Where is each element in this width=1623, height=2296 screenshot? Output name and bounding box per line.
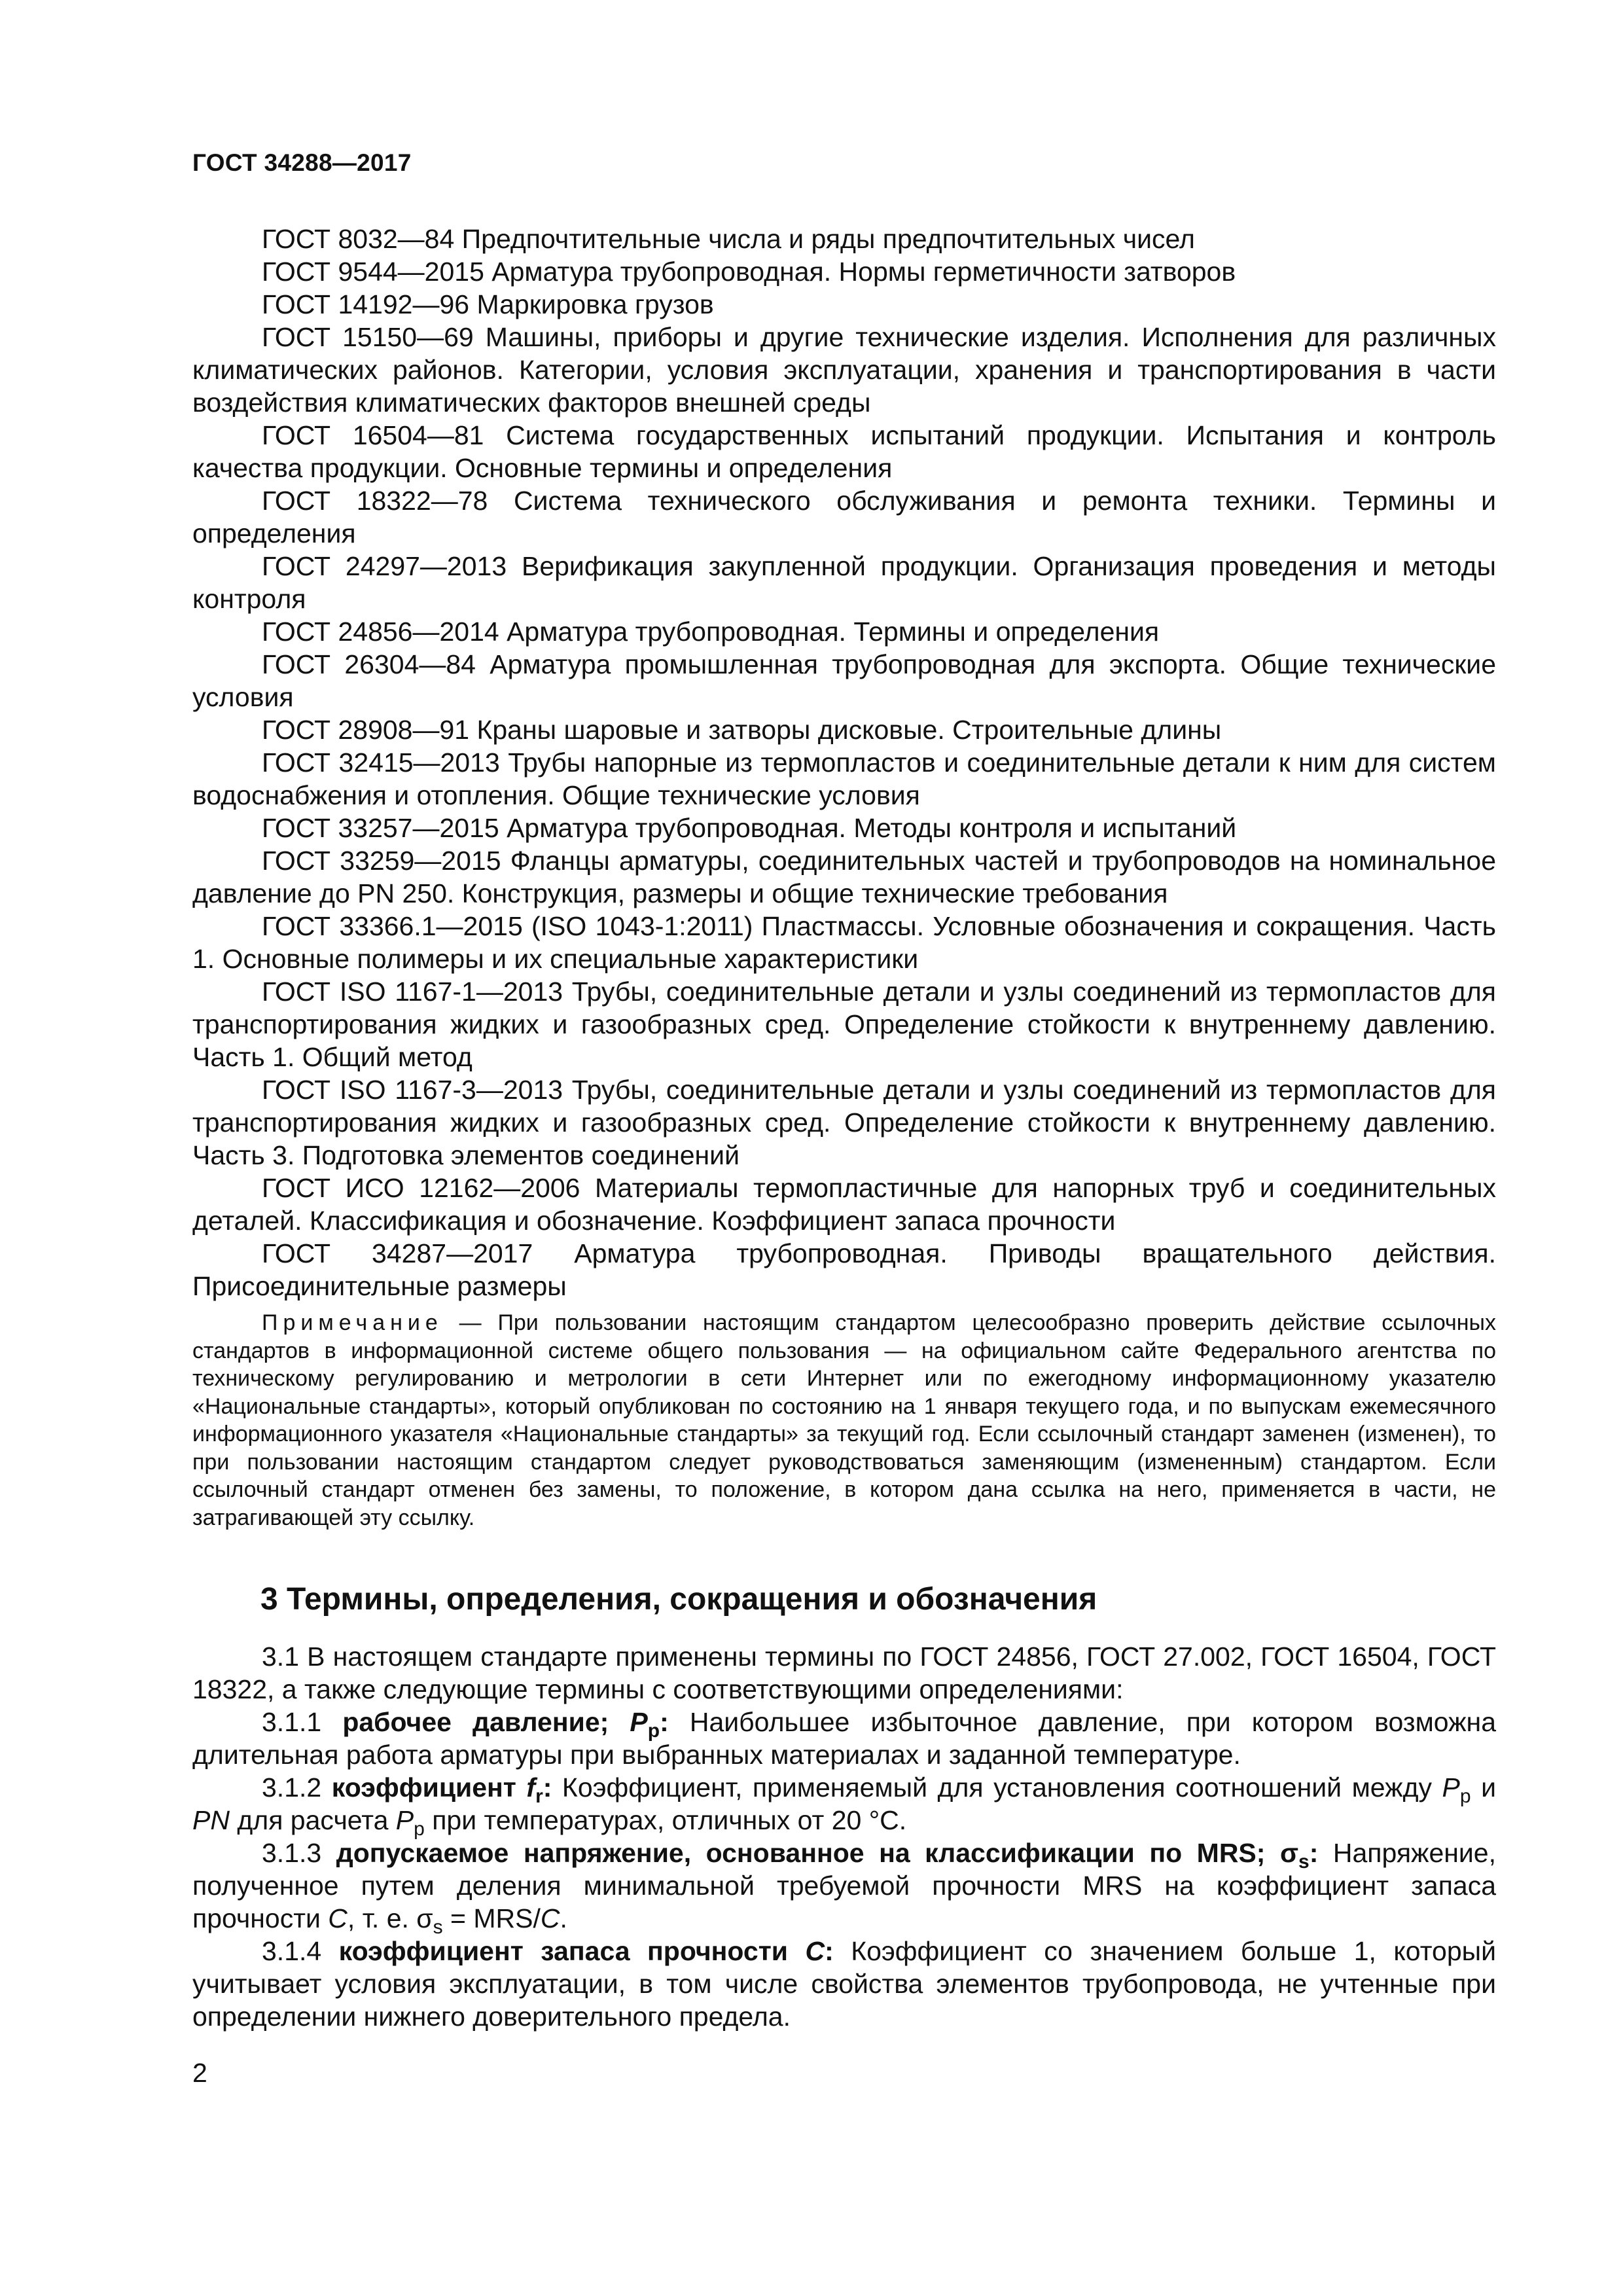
reference-item: ГОСТ 26304—84 Арматура промышленная трубопроводная для экспорта. Общие технические условия <box>192 649 1496 712</box>
reference-item: ГОСТ ISO 1167-3—2013 Трубы, соединительные детали и узлы соединений из термопластов для транспортирования жидких и газообразных сред. Определение стойкости к внутреннему давлению. Часть 3. Подготовка элементов соединений <box>192 1075 1496 1170</box>
reference-item: ГОСТ 28908—91 Краны шаровые и затворы дисковые. Строительные длины <box>262 715 1222 745</box>
term-definition: = MRS/ <box>442 1903 541 1933</box>
term-definition: при температурах, отличных от 20 °С. <box>424 1805 907 1835</box>
reference-item: ГОСТ ISO 1167-1—2013 Трубы, соединительные детали и узлы соединений из термопластов для транспортирования жидких и газообразных сред. Определение стойкости к внутреннему давлению. Часть 1. Общий метод <box>192 977 1496 1072</box>
section-title: 3 Термины, определения, сокращения и обозначения <box>260 1582 1097 1617</box>
reference-item: ГОСТ 8032—84 Предпочтительные числа и ряды предпочтительных чисел <box>262 224 1195 254</box>
terms-section <box>192 1640 1496 2033</box>
symbol-pn: PN <box>192 1805 230 1835</box>
term-3-1-2 <box>192 1771 1497 1840</box>
term-symbol-subscript: s <box>1298 1851 1310 1873</box>
term-3-1-4 <box>192 1935 1496 2033</box>
term-symbol: P <box>630 1707 648 1737</box>
reference-item: ГОСТ 24856—2014 Арматура трубопроводная. Термины и определения <box>262 617 1160 647</box>
note-paragraph <box>192 1309 1496 1532</box>
term-number: 3.1.1 <box>262 1707 343 1737</box>
note-label: Примечание <box>262 1310 443 1335</box>
symbol-pp: P <box>395 1805 414 1835</box>
document-header: ГОСТ 34288—2017 <box>192 149 412 176</box>
term-definition: Наибольшее избыточное давление, при котором возможна длительная работа арматуры при выбранных материалах и заданной температуре. <box>192 1707 1496 1770</box>
reference-item: ГОСТ 33366.1—2015 (ISO 1043-1:2011) Пластмассы. Условные обозначения и сокращения. Часть 1. Основные полимеры и их специальные характеристики <box>192 911 1496 974</box>
page-number: 2 <box>192 2058 207 2088</box>
term-definition: Коэффициент, применяемый для установления соотношений между <box>552 1772 1442 1803</box>
term-colon: : <box>543 1772 552 1803</box>
term-definition: . <box>560 1903 567 1933</box>
symbol-c: C <box>328 1903 348 1933</box>
term-definition: для расчета <box>229 1805 396 1835</box>
term-name: допускаемое напряжение, основанное на классификации по MRS; <box>336 1838 1280 1868</box>
term-colon: : <box>825 1936 834 1966</box>
term-3-1: 3.1 В настоящем стандарте применены термины по ГОСТ 24856, ГОСТ 27.002, ГОСТ 16504, ГОСТ 18322, а также следующие термины с соответствующими определениями: <box>192 1641 1496 1704</box>
note-text: — При пользовании настоящим стандартом целесообразно проверить действие ссылочных стандартов в информационной системе общего пользования — на официальном сайте Федерального агентства по техническому регулированию и метрологии в сети Интернет или по ежегодному информационному указателю «Национальные стандарты», который опубликован по состоянию на 1 января текущего года, и по выпускам ежемесячного информационного указателя «Национальные стандарты» за текущий год. Если ссылочный стандарт заменен (изменен), то при пользовании настоящим стандартом следует руководствоваться заменяющим (измененным) стандартом. Если ссылочный стандарт отменен без замены, то положение, в котором дана ссылка на него, применяется в части, не затрагивающей эту ссылку. <box>192 1310 1496 1530</box>
reference-item: ГОСТ 15150—69 Машины, приборы и другие технические изделия. Исполнения для различных климатических районов. Категории, условия эксплуатации, хранения и транспортирования в части воздействия климатических факторов внешней среды <box>192 322 1496 418</box>
symbol-pp-subscript: p <box>1459 1785 1471 1808</box>
term-name: коэффициент <box>331 1772 527 1803</box>
reference-item: ГОСТ 34287—2017 Арматура трубопроводная. Приводы вращательного действия. Присоединительные размеры <box>192 1238 1496 1301</box>
reference-item: ГОСТ 16504—81 Система государственных испытаний продукции. Испытания и контроль качества продукции. Основные термины и определения <box>192 420 1496 483</box>
term-colon: : <box>1309 1838 1319 1868</box>
reference-item: ГОСТ ИСО 12162—2006 Материалы термопластичные для напорных труб и соединительных деталей. Классификация и обозначение. Коэффициент запаса прочности <box>192 1173 1496 1236</box>
term-symbol: C <box>805 1936 825 1966</box>
symbol-c: C <box>540 1903 560 1933</box>
reference-item: ГОСТ 9544—2015 Арматура трубопроводная. Нормы герметичности затворов <box>262 257 1236 287</box>
term-symbol-subscript: p <box>647 1720 660 1742</box>
reference-item: ГОСТ 14192—96 Маркировка грузов <box>262 289 714 319</box>
symbol-pp-subscript: p <box>414 1818 425 1840</box>
term-colon: : <box>660 1707 669 1737</box>
reference-item: ГОСТ 33257—2015 Арматура трубопроводная. Методы контроля и испытаний <box>262 813 1237 843</box>
term-number: 3.1.2 <box>262 1772 332 1803</box>
reference-item: ГОСТ 18322—78 Система технического обслуживания и ремонта техники. Термины и определения <box>192 486 1496 548</box>
term-definition: , т. е. <box>347 1903 417 1933</box>
normative-references <box>192 223 1496 1302</box>
term-name: коэффициент запаса прочности <box>338 1936 806 1966</box>
term-definition: Коэффициент со значением больше 1, который учитывает условия эксплуатации, в том числе свойства элементов трубопровода, не учтенные при определении нижнего доверительного предела. <box>192 1936 1496 2032</box>
reference-item: ГОСТ 33259—2015 Фланцы арматуры, соединительных частей и трубопроводов на номинальное давление до PN 250. Конструкция, размеры и общие технические требования <box>192 846 1496 908</box>
symbol-sigma: σ <box>416 1903 433 1933</box>
term-number: 3.1.3 <box>262 1838 336 1868</box>
term-name: рабочее давление; <box>342 1707 630 1737</box>
term-definition: Напряжение, полученное путем деления минимальной требуемой прочности MRS на коэффициент запаса прочности <box>192 1838 1496 1933</box>
symbol-sigma-subscript: s <box>433 1916 443 1939</box>
term-definition: и <box>1471 1772 1497 1803</box>
term-3-1-1 <box>192 1706 1496 1771</box>
symbol-pp: P <box>1442 1772 1460 1803</box>
term-3-1-3 <box>192 1837 1496 1939</box>
term-symbol: f <box>526 1772 536 1803</box>
term-number: 3.1.4 <box>262 1936 339 1966</box>
reference-item: ГОСТ 24297—2013 Верификация закупленной продукции. Организация проведения и методы контроля <box>192 551 1496 614</box>
term-symbol-subscript: r <box>535 1785 543 1808</box>
term-symbol: σ <box>1279 1838 1299 1868</box>
reference-item: ГОСТ 32415—2013 Трубы напорные из термопластов и соединительные детали к ним для систем водоснабжения и отопления. Общие технические условия <box>192 747 1496 810</box>
